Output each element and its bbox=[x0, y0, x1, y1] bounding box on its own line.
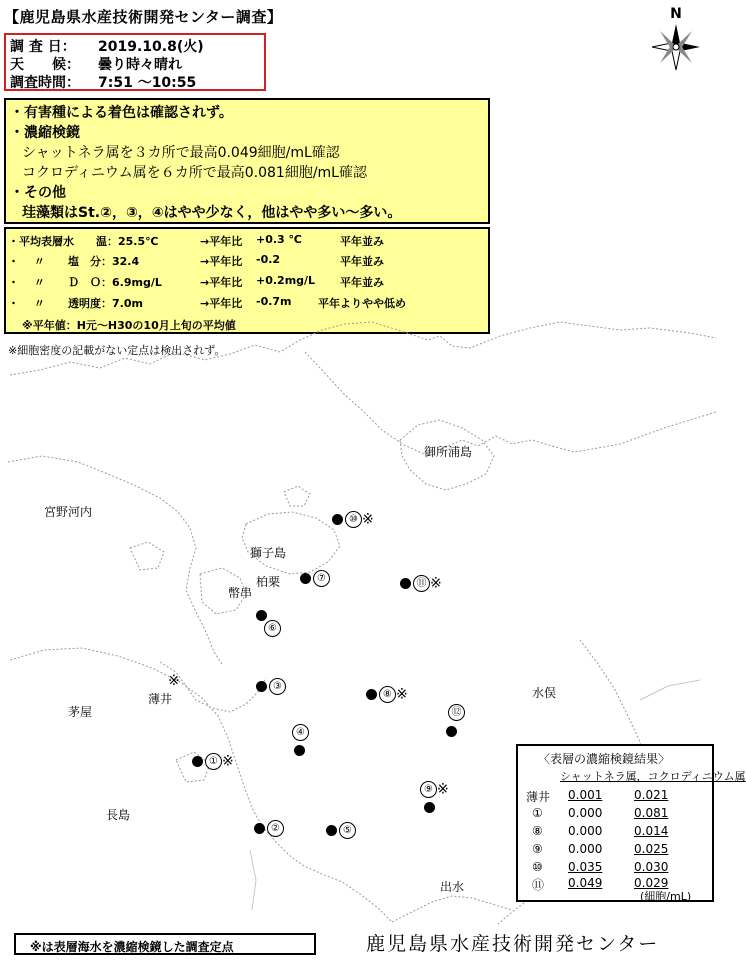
station-3[interactable] bbox=[256, 678, 286, 695]
survey-date-value: 2019.10.8(火) bbox=[98, 39, 204, 55]
station-5[interactable] bbox=[326, 822, 356, 839]
finding-chattonella: シャットネラ属を３カ所で最高0.049細胞/mL確認 bbox=[22, 145, 340, 161]
results-cochlodinium: 0.021 bbox=[634, 788, 669, 802]
wq-assessment: 平年よりやや低め bbox=[318, 297, 406, 310]
results-station: ① bbox=[532, 806, 543, 820]
station-number: ⑧ bbox=[379, 686, 396, 703]
undetected-note: ※細胞密度の記載がない定点は検出されず。 bbox=[8, 344, 226, 357]
place-label: 茅屋 bbox=[68, 705, 93, 719]
izumi-coast bbox=[392, 896, 512, 922]
wq-value: 塩 分：32.4 bbox=[68, 255, 140, 268]
station-11[interactable] bbox=[400, 575, 442, 592]
station-number: ⑦ bbox=[313, 570, 330, 587]
survey-time-row bbox=[10, 72, 196, 92]
finding-no-discoloration: ・有害種による着色は確認されず。 bbox=[10, 105, 233, 121]
station-dot bbox=[366, 689, 377, 700]
place-label: 幣串 bbox=[228, 586, 253, 600]
station-dot bbox=[424, 802, 435, 813]
results-chattonella: 0.000 bbox=[568, 806, 603, 820]
results-header: シャットネラ属，コクロディニウム属 bbox=[560, 770, 746, 783]
usui-concentration-mark: ※ bbox=[168, 673, 180, 689]
station-4[interactable] bbox=[294, 742, 307, 758]
place-label: 柏栗 bbox=[256, 575, 281, 589]
north-label: N bbox=[670, 6, 682, 22]
station-number: ⑫ bbox=[448, 704, 465, 721]
wq-label: ・ 〃 bbox=[8, 276, 45, 289]
results-cochlodinium: 0.025 bbox=[634, 842, 669, 856]
wq-diff: +0.2mg/L bbox=[256, 274, 316, 287]
results-title: 〈表層の濃縮検鏡結果〉 bbox=[538, 752, 671, 766]
wq-label: ・平均表層水 bbox=[8, 235, 74, 248]
wq-diff: -0.2 bbox=[256, 253, 281, 266]
findings-box bbox=[4, 98, 490, 224]
station-dot bbox=[294, 745, 305, 756]
station-number: ⑩ bbox=[345, 511, 362, 528]
shishi-island bbox=[242, 512, 340, 574]
station-2[interactable] bbox=[254, 820, 284, 837]
wq-compare: →平年比 bbox=[200, 276, 243, 289]
results-cochlodinium: 0.014 bbox=[634, 824, 669, 838]
concentration-results-table bbox=[516, 744, 746, 903]
finding-other-heading: ・その他 bbox=[10, 185, 66, 201]
wq-compare: →平年比 bbox=[200, 297, 243, 310]
place-label: 薄井 bbox=[148, 692, 173, 706]
station-dot bbox=[192, 756, 203, 767]
station-4-label bbox=[292, 724, 309, 741]
station-dot bbox=[254, 823, 265, 834]
station-1[interactable] bbox=[192, 753, 234, 770]
concentration-mark: ※ bbox=[222, 753, 234, 770]
station-number: ⑥ bbox=[264, 620, 281, 637]
wq-compare: →平年比 bbox=[200, 255, 243, 268]
results-station: ⑪ bbox=[532, 878, 545, 892]
place-label: 獅子島 bbox=[250, 546, 287, 560]
weather-value: 曇り時々晴れ bbox=[98, 57, 182, 73]
station-10[interactable] bbox=[332, 511, 374, 528]
station-number: ① bbox=[205, 753, 222, 770]
results-chattonella: 0.001 bbox=[568, 788, 603, 802]
results-station: 薄井 bbox=[526, 790, 551, 804]
finding-cochlodinium: コクロディニウム属を６カ所で最高0.081細胞/mL確認 bbox=[22, 165, 367, 181]
islet-a bbox=[130, 542, 164, 570]
station-dot bbox=[446, 726, 457, 737]
weather-label: 天 候： bbox=[10, 57, 80, 73]
islet-b bbox=[284, 486, 310, 506]
results-chattonella: 0.049 bbox=[568, 876, 603, 890]
survey-time-value: 7:51 ～10:55 bbox=[98, 75, 197, 91]
wq-compare: →平年比 bbox=[200, 235, 243, 248]
north-bay-coast bbox=[305, 352, 716, 454]
station-dot bbox=[300, 573, 311, 584]
results-station: ⑧ bbox=[532, 824, 543, 838]
organization-name: 鹿児島県水産技術開発センター bbox=[366, 933, 660, 955]
results-cochlodinium: 0.081 bbox=[634, 806, 669, 820]
station-6-label bbox=[264, 620, 281, 637]
station-9[interactable] bbox=[424, 799, 437, 815]
wq-label: ・ 〃 bbox=[8, 297, 45, 310]
station-number: ⑨ bbox=[420, 781, 437, 798]
wq-value: 温：25.5℃ bbox=[96, 235, 159, 248]
station-dot bbox=[256, 681, 267, 692]
nagashima-coast bbox=[10, 648, 392, 922]
results-station: ⑨ bbox=[532, 842, 543, 856]
results-chattonella: 0.000 bbox=[568, 824, 603, 838]
legend-note-box: ※は表層海水を濃縮検鏡した調査定点 bbox=[14, 933, 316, 955]
station-dot bbox=[332, 514, 343, 525]
place-label: 御所浦島 bbox=[424, 445, 473, 459]
station-12[interactable] bbox=[446, 723, 459, 739]
station-8[interactable] bbox=[366, 686, 408, 703]
wq-footnote: ※平年値：H元～H30の10月上旬の平均値 bbox=[22, 319, 236, 332]
concentration-mark: ※ bbox=[396, 686, 408, 703]
compass-star-icon bbox=[646, 22, 706, 72]
west-mainland-coast bbox=[8, 456, 222, 664]
wq-value: 透明度：7.0m bbox=[68, 297, 143, 310]
results-cochlodinium: 0.029 bbox=[634, 876, 669, 890]
concentration-mark: ※ bbox=[430, 575, 442, 592]
results-station: ⑩ bbox=[532, 860, 543, 874]
station-9-label bbox=[420, 781, 449, 798]
station-number: ⑤ bbox=[339, 822, 356, 839]
place-label: 長島 bbox=[106, 808, 131, 822]
station-dot bbox=[326, 825, 337, 836]
station-number: ⑪ bbox=[413, 575, 430, 592]
station-12-label bbox=[448, 704, 465, 721]
station-number: ③ bbox=[269, 678, 286, 695]
concentration-mark: ※ bbox=[362, 511, 374, 528]
finding-diatoms: 珪藻類はSt.②，③，④はやや少なく，他はやや多い～多い。 bbox=[22, 205, 402, 221]
finding-concentration-heading: ・濃縮検鏡 bbox=[10, 125, 80, 141]
concentration-mark: ※ bbox=[437, 781, 449, 798]
wq-diff: +0.3 ℃ bbox=[256, 233, 302, 246]
results-unit: (細胞/mL) bbox=[640, 890, 692, 903]
station-dot bbox=[256, 610, 267, 621]
survey-date-label: 調 査 日： bbox=[10, 39, 76, 55]
survey-time-label: 調査時間： bbox=[10, 75, 80, 91]
station-number: ② bbox=[267, 820, 284, 837]
results-cochlodinium: 0.030 bbox=[634, 860, 669, 874]
results-chattonella: 0.000 bbox=[568, 842, 603, 856]
weather-row bbox=[10, 54, 182, 74]
survey-date-row bbox=[10, 36, 204, 56]
compass-rose-icon bbox=[646, 6, 706, 72]
results-chattonella: 0.035 bbox=[568, 860, 603, 874]
station-number: ④ bbox=[292, 724, 309, 741]
place-label: 出水 bbox=[440, 880, 465, 894]
station-7[interactable] bbox=[300, 570, 330, 587]
station-dot bbox=[400, 578, 411, 589]
survey-info-box bbox=[4, 33, 266, 91]
wq-value: Ｄ Ｏ：6.9mg/L bbox=[68, 276, 162, 289]
wq-assessment: 平年並み bbox=[340, 235, 384, 248]
place-label: 宮野河内 bbox=[44, 505, 93, 519]
place-label: 水俣 bbox=[532, 686, 557, 700]
wq-assessment: 平年並み bbox=[340, 255, 384, 268]
wq-diff: -0.7m bbox=[256, 295, 292, 308]
wq-assessment: 平年並み bbox=[340, 276, 384, 289]
page-title: 【鹿児島県水産技術開発センター調査】 bbox=[4, 8, 283, 26]
wq-label: ・ 〃 bbox=[8, 255, 45, 268]
